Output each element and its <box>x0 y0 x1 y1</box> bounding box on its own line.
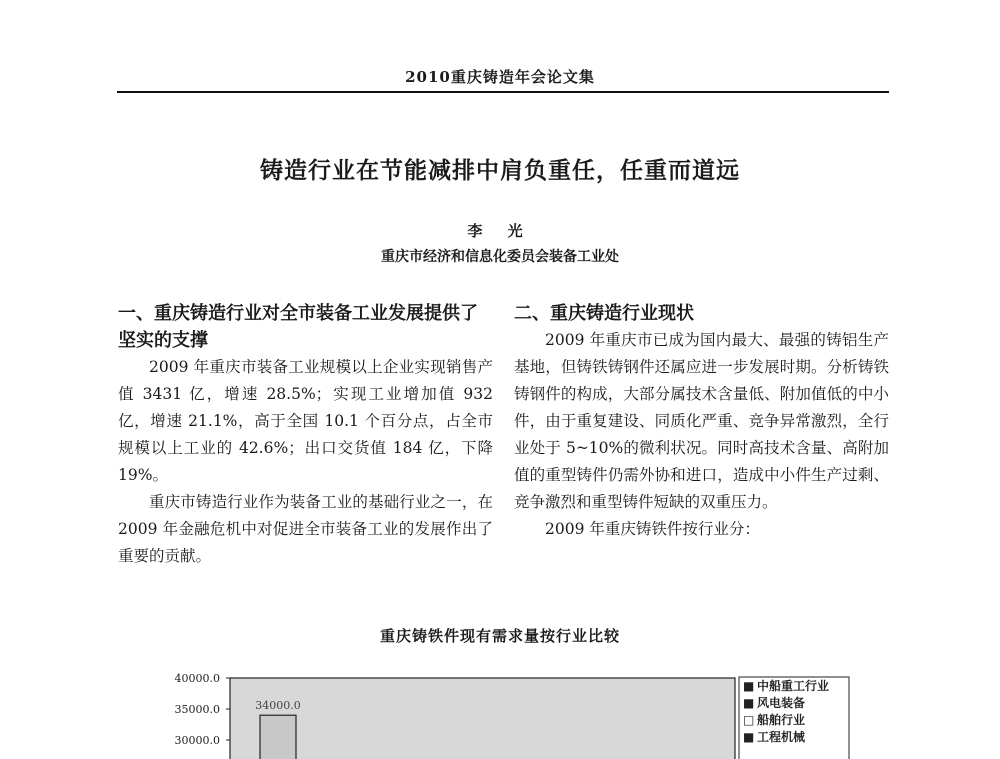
chart <box>150 664 850 759</box>
y-tick-label: 40000.0 <box>174 672 220 685</box>
legend-marker: □ <box>743 713 755 727</box>
legend-label: 船舶行业 <box>757 713 806 727</box>
author-affiliation: 重庆市经济和信息化委员会装备工业处 <box>381 249 619 265</box>
bar-data-label: 34000.0 <box>255 699 301 713</box>
legend-marker: ■ <box>743 679 755 693</box>
section-1-paragraph-1: 2009 年重庆市装备工业规模以上企业实现销售产值 3431 亿，增速 28.5%；实现工业增加值 932 亿，增速 21.1%，高于全国 10.1 个百分点，占全市规模以上工业的 42.6%；出口交货值 184 亿，下降 19%。 <box>118 358 493 484</box>
legend-label: 中船重工行业 <box>757 679 830 693</box>
section-2-heading: 二、重庆铸造行业现状 <box>514 303 694 324</box>
bar-1 <box>260 715 296 759</box>
legend-marker: ■ <box>743 696 755 710</box>
legend-label: 风电装备 <box>757 696 806 710</box>
paper-title: 铸造行业在节能减排中肩负重任，任重而道远 <box>260 158 740 184</box>
plot-area <box>230 678 735 759</box>
right-column <box>514 300 889 543</box>
running-head: 2010重庆铸造年会论文集 <box>405 68 595 86</box>
y-tick-label: 30000.0 <box>174 734 220 747</box>
author-name: 李 光 <box>467 222 533 240</box>
left-column <box>118 300 493 570</box>
section-2-paragraph-1: 2009 年重庆市已成为国内最大、最强的铸铝生产基地，但铸铁铸钢件还属应进一步发展时期。分析铸铁铸钢件的构成，大部分属技术含量低、附加值低的中小件，由于重复建设、同质化严重、竞争异常激烈，全行业处于 5~10%的微利状况。同时高技术含量、高附加值的重型铸件仍需外协和进口，造成中小件生产过剩、竞争激烈和重型铸件短缺的双重压力。 <box>514 331 889 511</box>
section-1-paragraph-2: 重庆市铸造行业作为装备工业的基础行业之一，在 2009 年金融危机中对促进全市装备工业的发展作出了重要的贡献。 <box>118 493 493 565</box>
header-rule <box>117 91 889 93</box>
chart-title: 重庆铸铁件现有需求量按行业比较 <box>379 627 620 645</box>
legend-marker: ■ <box>743 730 755 744</box>
section-1-heading: 一、重庆铸造行业对全市装备工业发展提供了坚实的支撑 <box>118 303 478 351</box>
legend-label: 工程机械 <box>757 730 806 744</box>
y-tick-label: 35000.0 <box>174 703 220 716</box>
section-2-paragraph-2: 2009 年重庆铸铁件按行业分： <box>545 520 760 538</box>
